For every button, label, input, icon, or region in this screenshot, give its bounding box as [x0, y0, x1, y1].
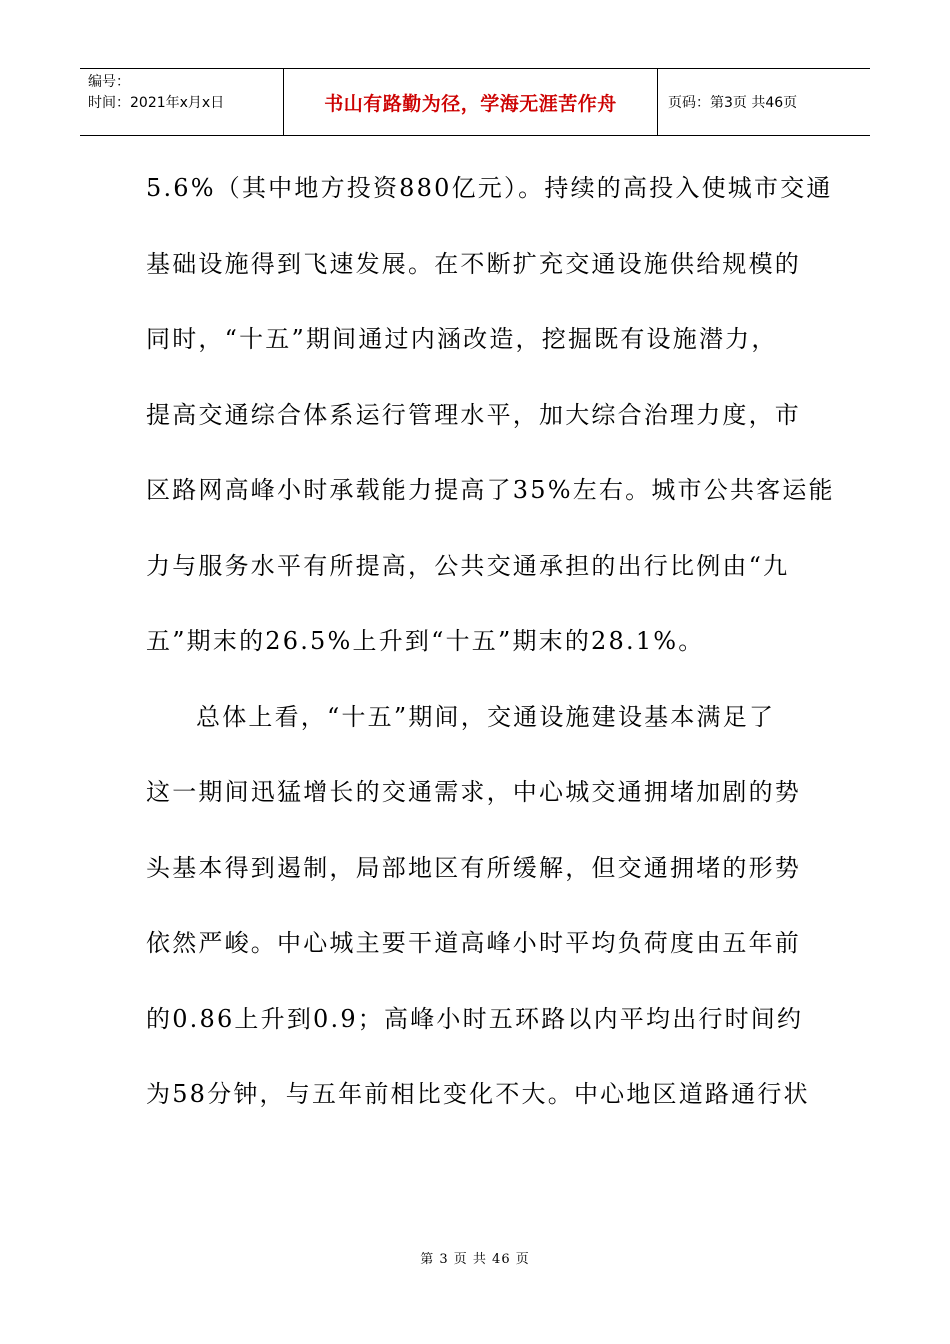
body-line: 的0.86上升到0.9；高峰小时五环路以内平均出行时间约	[146, 1004, 804, 1033]
body-line: 这一期间迅猛增长的交通需求，中心城交通拥堵加剧的势	[146, 778, 801, 806]
body-line: 提高交通综合体系运行管理水平，加大综合治理力度，市	[146, 400, 801, 429]
body-line: 区路网高峰小时承载能力提高了35%左右。城市公共客运能	[146, 476, 835, 504]
body-line: 五”期末的26.5%上升到“十五”期末的28.1%。	[146, 627, 705, 655]
body-line: 基础设施得到飞速发展。在不断扩充交通设施供给规模的	[146, 249, 801, 278]
number-label: 编号：	[88, 74, 130, 90]
body-line-paragraph-start: 总体上看，“十五”期间，交通设施建设基本满足了	[196, 702, 776, 731]
body-line: 依然严峻。中心城主要干道高峰小时平均负荷度由五年前	[146, 929, 801, 957]
header-page-info: 页码：第3页 共46页	[668, 95, 798, 111]
time-label: 时间：2021年x月x日	[88, 95, 225, 111]
document-header	[80, 68, 870, 136]
header-motto: 书山有路勤为径，学海无涯苦作舟	[283, 69, 658, 135]
body-line: 同时，“十五”期间通过内涵改造，挖掘既有设施潜力，	[146, 325, 778, 353]
body-line: 5.6%（其中地方投资880亿元）。持续的高投入使城市交通	[146, 174, 833, 202]
header-meta	[80, 69, 283, 135]
body-line: 头基本得到遏制，局部地区有所缓解，但交通拥堵的形势	[146, 853, 801, 882]
page-footer: 第 3 页 共 46 页	[420, 1252, 530, 1267]
body-line: 力与服务水平有所提高，公共交通承担的出行比例由“九	[146, 551, 790, 580]
document-body	[146, 164, 835, 1146]
body-line: 为58分钟，与五年前相比变化不大。中心地区道路通行状	[146, 1080, 810, 1108]
